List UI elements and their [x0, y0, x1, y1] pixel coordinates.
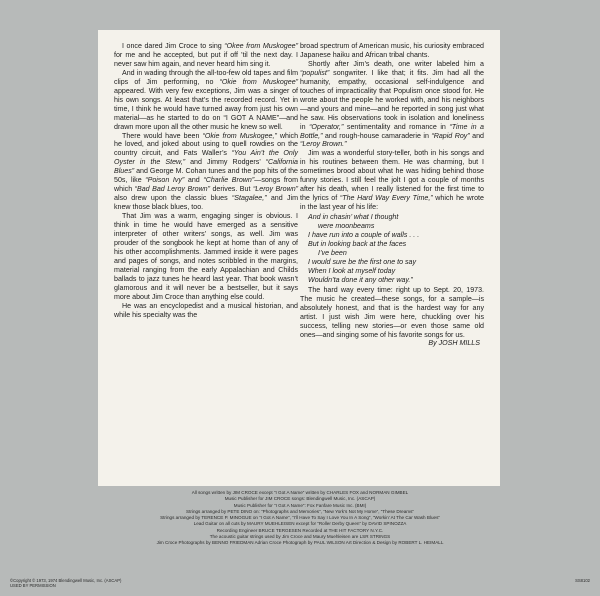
lyric-line: I’ve been [318, 248, 347, 257]
credit-line: Music Publisher for JIM CROCE songs: Blendingwell Music, Inc. (ASCAP) [224, 496, 376, 502]
credit-line: Recording Engineer BRUCE TERGESEN Recorded at THE HIT FACTORY N.Y.C. [216, 527, 384, 533]
essay-paragraph: broad spectrum of American music, his curiosity embraced Japanese haiku and African tribal chants. [300, 42, 484, 59]
lyric-line: And in chasin’ what I thought [308, 213, 399, 222]
lyric-line: I have run into a couple of walls . . . [308, 231, 420, 240]
lyric-line: were moonbeams [318, 222, 375, 231]
lyrics-quote [308, 213, 484, 285]
essay-paragraph: There would have been “Okie from Muskogee,” which he loved, and joked about using to quell rowdies on the country circuit, and Fats Waller’s “You Ain’t the Only Oyster in the Stew,” and Jimmy Rodgers’ “California Blues” and George M. Cohan tunes and the pop hits of the 50s, like “Poison Ivy” and “Charlie Brown”—songs from which “Bad Bad Leroy Brown” derives. But “Leroy Brown” also drew upon the classic blues “Stagalee,” and Jim knew those black blues, too. [114, 131, 299, 212]
album-credits [60, 490, 540, 547]
credit-line: Lead Guitar on all cuts by MAURY MUEHLEISEN except for “Roller Derby Queen” by DAVID SPINOZZA [193, 521, 407, 527]
credit-line: Strings arranged by PETE DINO on: “Photographs and Memories”, “New York’s Not My Home”, “These Dreams” [186, 508, 414, 514]
essay-paragraph: The hard way every time: right up to Sept. 20, 1973. The music he created—these songs, for a sample—is absolutely honest, and that is the hardest way for any artist. I just wish Jim were here, chuckling over his success, telling new stories—or even those same old ones—and singing some of his favorite songs for us. [300, 285, 484, 339]
copyright-line: USED BY PERMISSION [10, 583, 56, 589]
essay-left-column [114, 42, 298, 320]
essay-right-column [300, 42, 484, 348]
byline: By JOSH MILLS [428, 339, 480, 348]
credit-line: All songs written by JIM CROCE except “I Got A Name” written by CHARLES FOX and NORMAN GIMBEL [191, 490, 409, 495]
essay-paragraph: He was an encyclopedist and a musical historian, and while his specialty was the [114, 301, 298, 319]
lyric-line: But in looking back at the faces [308, 239, 407, 248]
credit-line: Music Publisher for “I Got A Name”: Fox Fanfare Music Inc. (BMI) [233, 502, 367, 508]
lyric-line: I would sure be the first one to say [308, 257, 417, 266]
credit-line: Jim Croce Photographs by BENNO FRIEDMAN Adrian Croce Photograph by PAUL WILSON Art Direction & Design by ROBERT L. HEIMALL [156, 540, 444, 546]
essay-paragraph: I once dared Jim Croce to sing “Okee from Muskogee” for me and he accepted, but put if off ’til the next day. I never saw him again, and never heard him sing it. [114, 42, 298, 68]
catalog-number: SS8102 [575, 578, 590, 583]
lyric-line: When I look at myself today [308, 266, 396, 275]
credit-line: Strings arranged by TERENCE P. MINOGUE on “I Got A Name”, “I’ll Have To Say I Love You In A Song”, “Workin’ At The Car Wash Blues” [160, 515, 440, 521]
lyric-line: Wouldn’ta done it any other way.” [308, 275, 413, 284]
copyright-line: ©Copyright © 1973, 1974 Blendingwell Music, Inc. (ASCAP) [10, 578, 122, 583]
essay-paragraph: And in wading through the all-too-few old tapes and film clips of Jim performing, no “Okie from Muskogee” appeared. With very few exceptions, Jim was a singer of his own songs. At least that’s the recorded record. Yet in time, I think he would have turned away from just his own material—as he started to do on “I GOT A NAME”—and drawn more upon all the other music he knew so well. [114, 68, 299, 131]
copyright-notice [10, 578, 121, 589]
essay-paragraph: Jim was a wonderful story-teller, both in his songs and in his routines between them. He was charming, but I sometimes brood about what he was hiding behind those funny stories. I still feel the jolt I got a couple of months after his death, when I really listened for the first time to the lyrics of “The Hard Way Every Time,” which he wrote in the last year of his life: [300, 149, 484, 212]
essay-paragraph: Shortly after Jim’s death, one writer labeled him a “populist” songwriter. I like that; it fits. Jim had all the humanity, empathy, occasional self-indulgence and touches of impracticality that Populism once stood for. He wrote about the people he worked with, and his neighbors—and yours and mine—and he reported in song just what he saw. His observations took in isolation and loneliness in “Operator,” sentimentality and romance in “Time in a Bottle,” and rough-house camaraderie in “Rapid Roy” and “Leroy Brown.” [300, 59, 484, 149]
liner-notes-panel [98, 30, 500, 486]
essay-paragraph: That Jim was a warm, engaging singer is obvious. I think in time he would have emerged as a sensitive interpreter of other writers’ songs, as well. Jim was prouder of the songbook he kept at home than of any of his other accomplishments. Jammed inside it were pages and pages of songs, and notes scribbled in the margins, material ranging from the early Appalachian and Childs ballads to jazz tunes he heard last year. That book wasn’t glamorous and it will never be a bestseller, but it says more about Jim Croce than anything else could. [114, 212, 298, 301]
credit-line: The acoustic guitar strings used by Jim Croce and Maury Muehleisen are LSR STRINGS [209, 534, 391, 540]
